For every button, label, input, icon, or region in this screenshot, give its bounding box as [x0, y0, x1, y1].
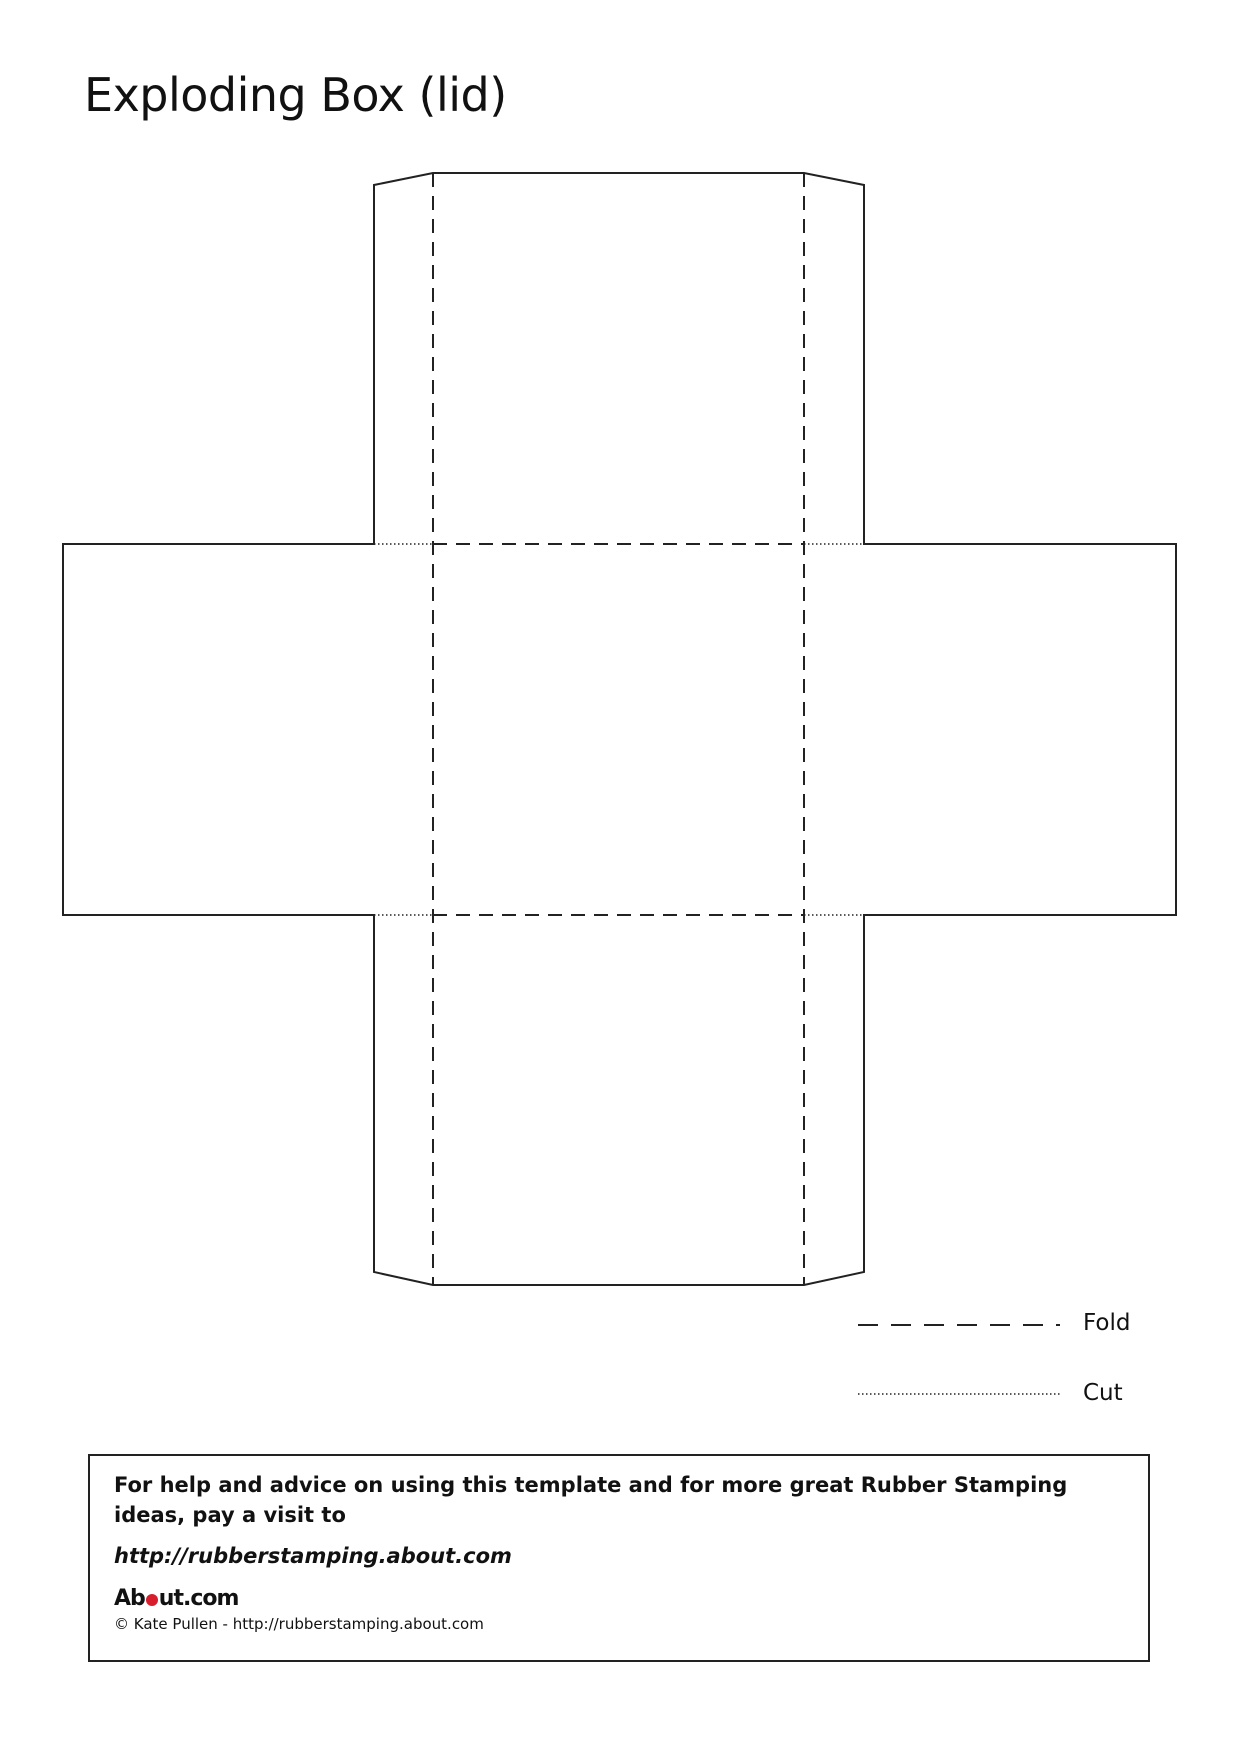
about-com-logo	[114, 1586, 1124, 1611]
logo-text-left: Ab	[114, 1586, 145, 1611]
legend-cut-label: Cut	[1083, 1380, 1123, 1406]
help-text: For help and advice on using this template and for more great Rubber Stamping ideas, pay a visit to	[114, 1473, 1068, 1527]
website-link[interactable]: http://rubberstamping.about.com	[114, 1544, 512, 1568]
document-title: Exploding Box (lid)	[84, 68, 507, 122]
logo-text-right: ut.com	[158, 1586, 239, 1611]
info-box	[88, 1454, 1150, 1662]
template-outline	[63, 173, 1176, 1285]
copyright-text: © Kate Pullen - http://rubberstamping.about.com	[114, 1615, 484, 1633]
legend-fold-label: Fold	[1083, 1310, 1131, 1336]
logo-red-dot-icon	[146, 1594, 158, 1606]
